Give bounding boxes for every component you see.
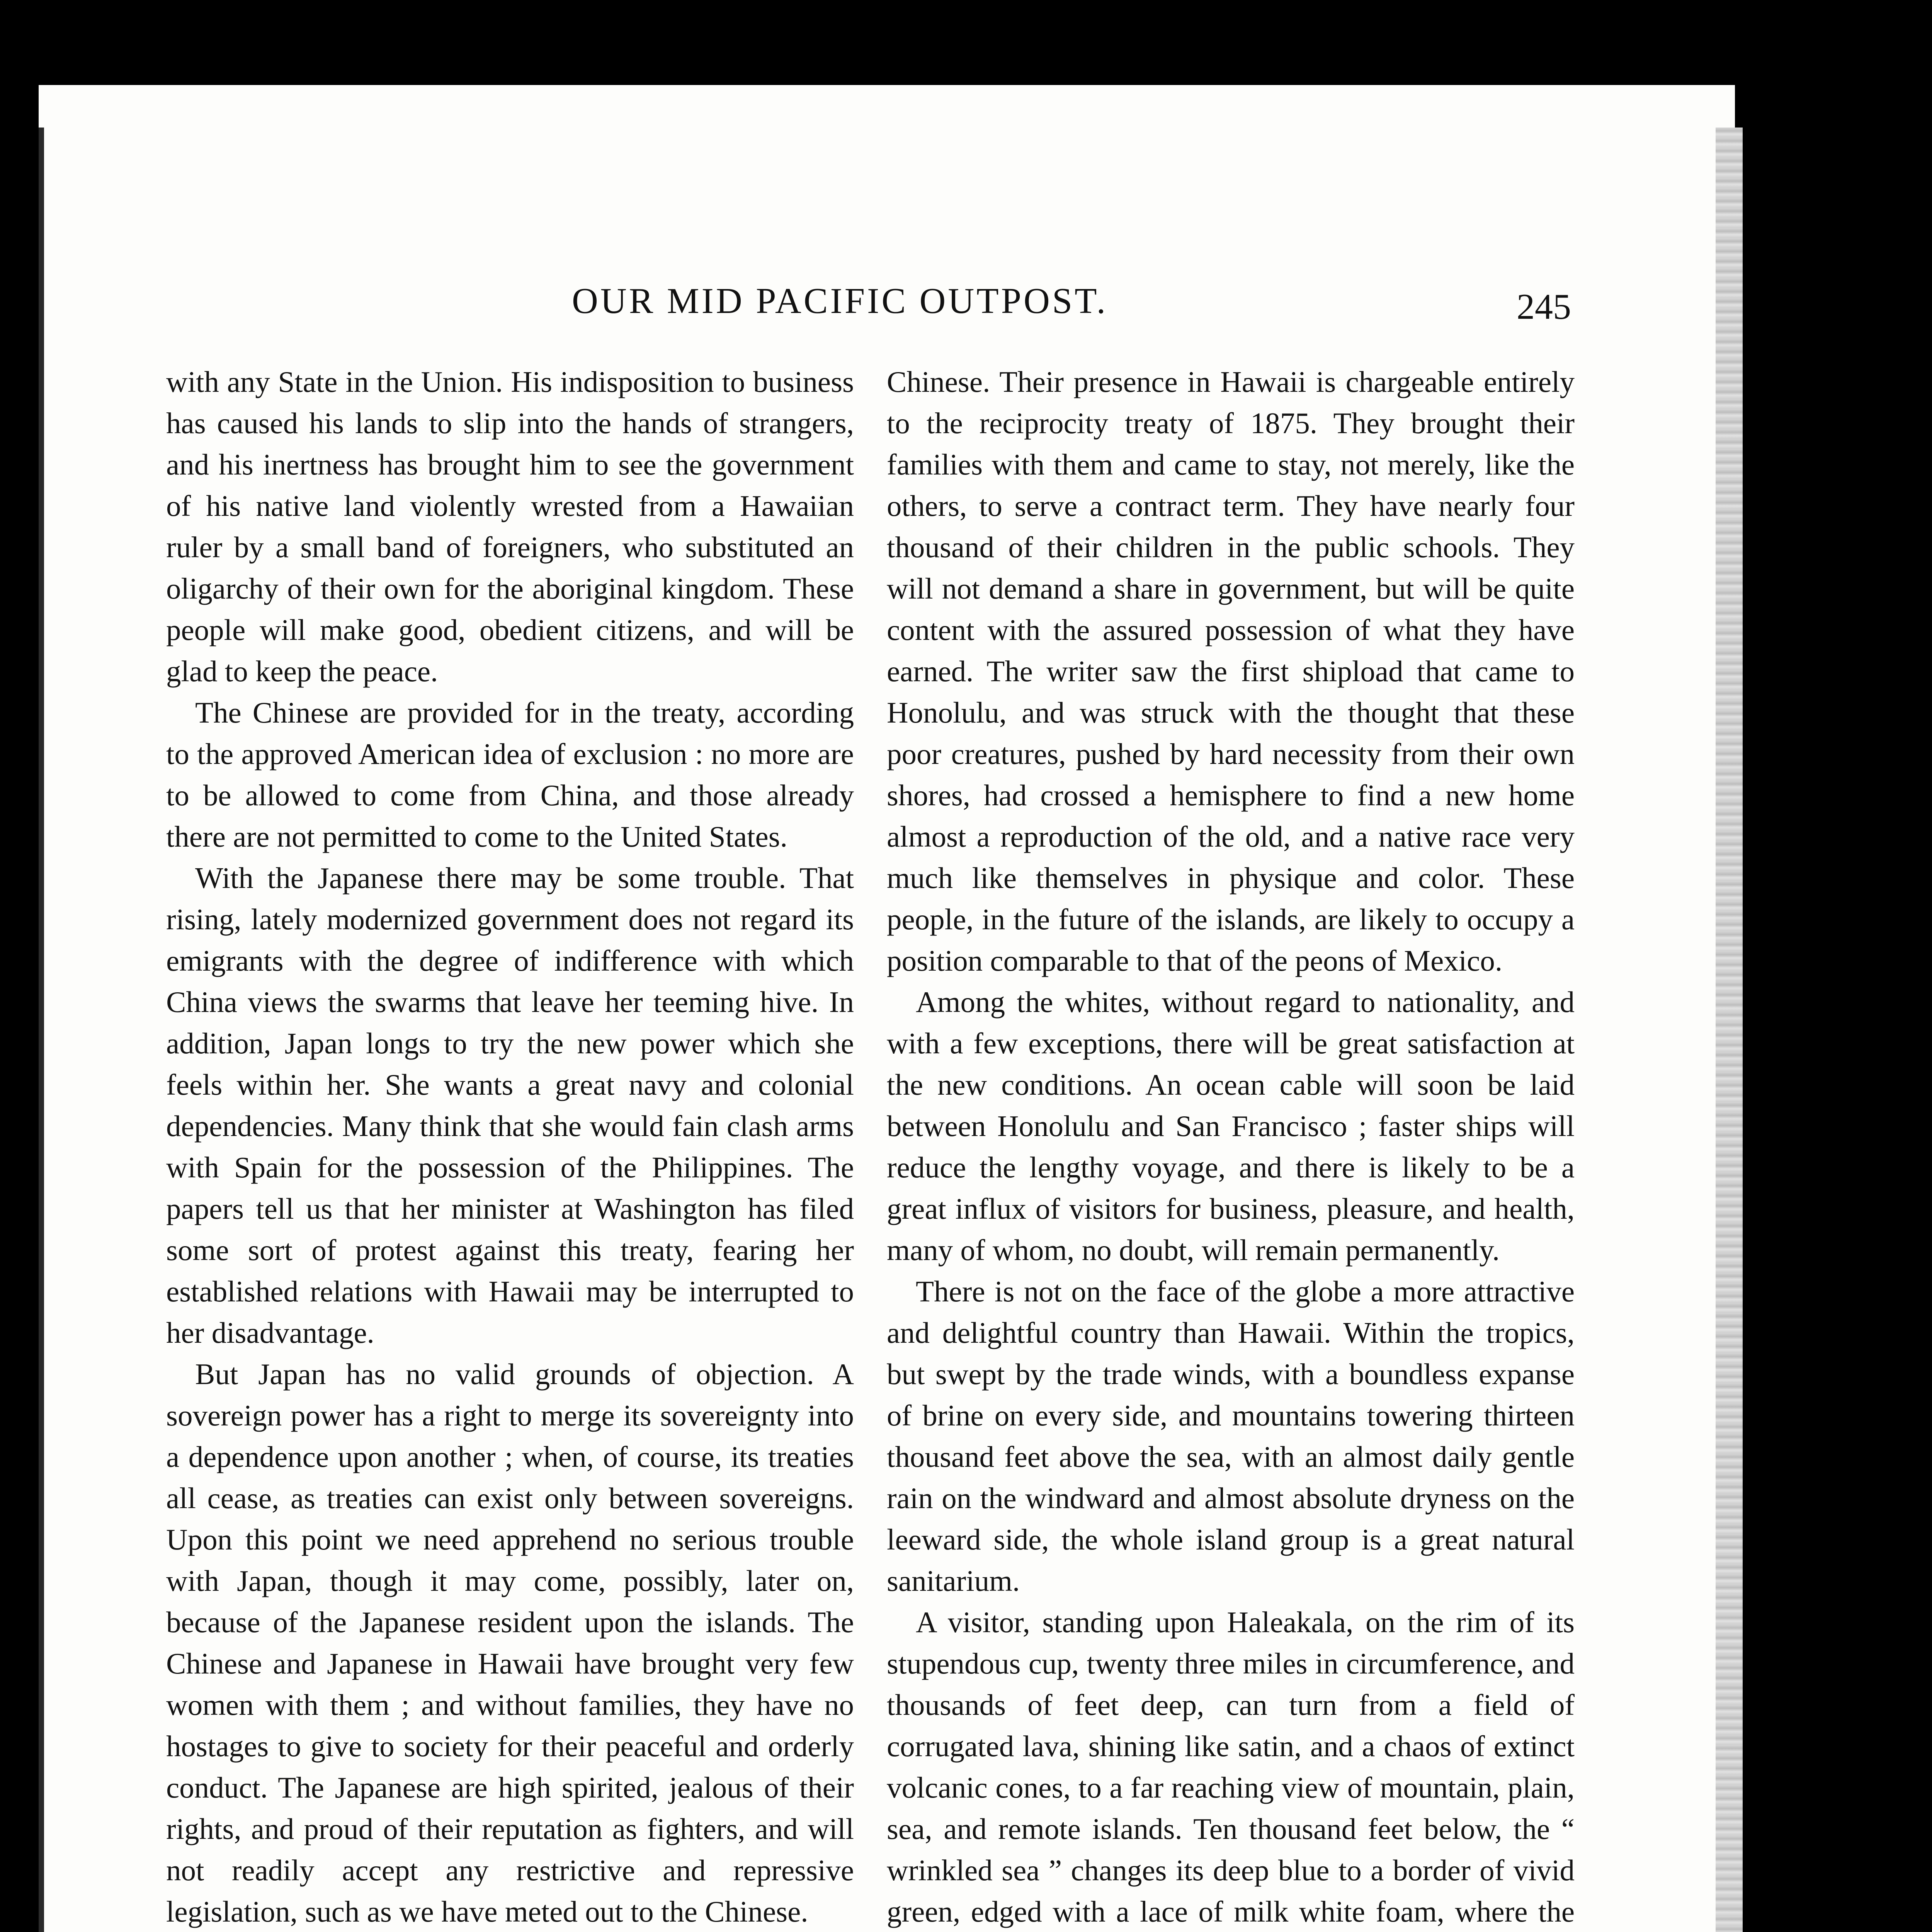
right-text-column xyxy=(887,361,1575,1932)
paragraph: Chinese. Their presence in Hawaii is chargeable entirely to the reciprocity treaty of 1875. They brought their families with them and came to stay, not merely, like the others, to serve a contract term. They have nearly four thousand of their children in the public schools. They will not demand a share in government, but will be quite content with the assured possession of what they have earned. The writer saw the first shipload that came to Honolulu, and was struck with the thought that these poor creatures, pushed by hard necessity from their own shores, had crossed a hemisphere to find a new home almost a reproduction of the old, and a native race very much like themselves in physique and color. These people, in the future of the islands, are likely to occupy a position comparable to that of the peons of Mexico. xyxy=(887,365,1575,977)
paragraph: There is not on the face of the globe a more attractive and delightful country than Hawaii. Within the tropics, but swept by the trade winds, with a boundless expanse of brine on every side, and mountains towering thirteen thousand feet above the sea, with an almost daily gentle rain on the windward and almost absolute dryness on the leeward side, the whole island group is a great natural sanitarium. xyxy=(887,1275,1575,1597)
paragraph: With the Japanese there may be some trouble. That rising, lately modernized government does not regard its emigrants with the degree of indifference with which China views the swarms that leave her teeming hive. In addition, Japan longs to try the new power which she feels within her. She wants a great navy and colonial dependencies. Many think that she would fain clash arms with Spain for the possession of the Philippines. The papers tell us that her minister at Washington has filed some sort of protest against this treaty, fearing her established relations with Hawaii may be interrupted to her disadvantage. xyxy=(166,861,854,1349)
paragraph: The Chinese are provided for in the treaty, according to the approved American idea of exclusion : no more are to be allowed to come from China, and those already there are not permitted to come to the United States. xyxy=(166,696,854,853)
page-number: 245 xyxy=(1517,287,1571,327)
left-text-column xyxy=(166,361,854,1932)
running-title: OUR MID PACIFIC OUTPOST. xyxy=(572,281,1108,321)
page-edge-stack xyxy=(1716,128,1743,1932)
paragraph: Among the whites, without regard to nationality, and with a few exceptions, there will be great satisfaction at the new conditions. An ocean cable will soon be laid between Honolulu and San Francisco ; faster ships will reduce the lengthy voyage, and there is likely to be a great influx of visitors for business, pleasure, and health, many of whom, no doubt, will remain permanently. xyxy=(887,985,1575,1267)
page-gutter-shadow xyxy=(39,128,44,1932)
paragraph: But Japan has no valid grounds of objection. A sovereign power has a right to merge its sovereignty into a dependence upon another ; when, of course, its treaties all cease, as treaties can exist only between sovereigns. Upon this point we need apprehend no serious trouble with Japan, though it may come, possibly, later on, because of the Japanese resident upon the islands. The Chinese and Japanese in Hawaii have brought very few women with them ; and without families, they have no hostages to give to society for their peaceful and orderly conduct. The Japanese are high spirited, jealous of their rights, and proud of their reputation as fighters, and will not readily accept any restrictive and repressive legislation, such as we have meted out to the Chinese. xyxy=(166,1357,854,1928)
paragraph: A visitor, standing upon Haleakala, on the rim of its stupendous cup, twenty three miles in circumference, and thousands of feet deep, can turn from a field of corrugated lava, shining like satin, and a chaos of extinct volcanic cones, to a far reaching view of mountain, plain, sea, and remote islands. Ten thousand feet below, the “ wrinkled sea ” changes its deep blue to a border of vivid green, edged with a lace of milk white foam, where the xyxy=(887,1605,1575,1928)
paragraph: with any State in the Union. His indisposition to business has caused his lands to slip into the hands of strangers, and his inertness has brought him to see the government of his native land violently wrested from a Hawaiian ruler by a small band of foreigners, who substituted an oligarchy of their own for the aboriginal kingdom. These people will make good, obedient citizens, and will be glad to keep the peace. xyxy=(166,365,854,688)
